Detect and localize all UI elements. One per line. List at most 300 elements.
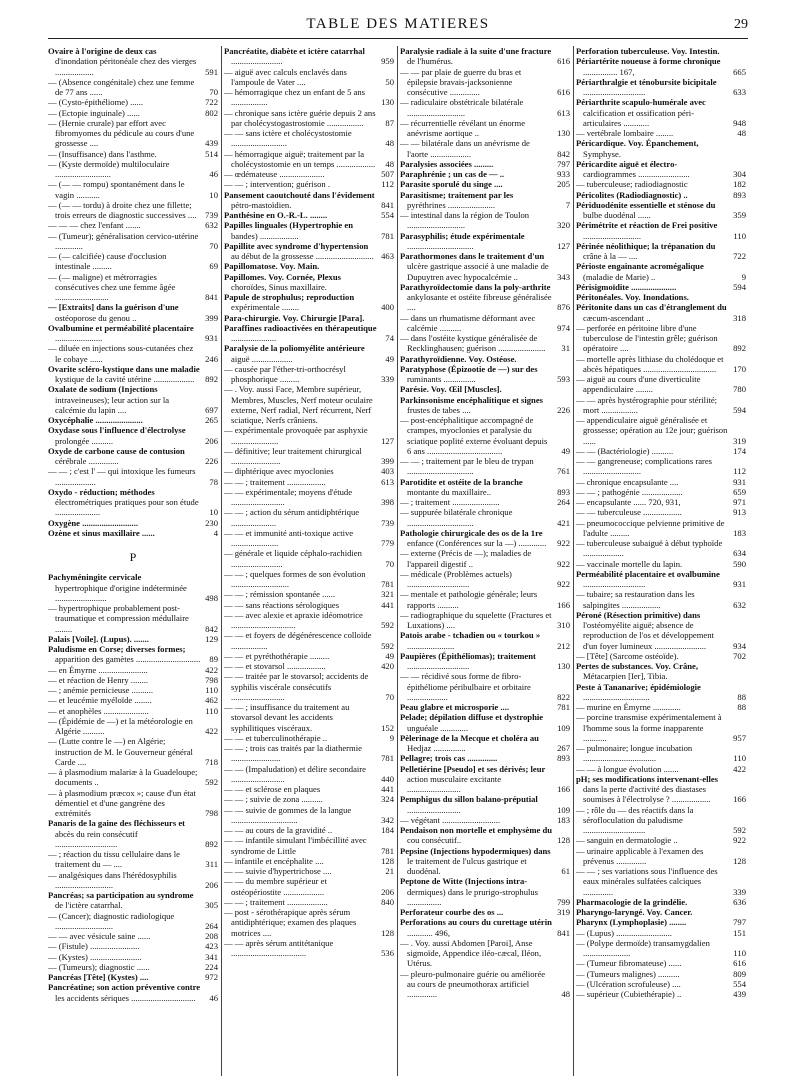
- index-column: [224, 46, 394, 1076]
- entry-text: — — (Bactériologie) ..........: [576, 445, 674, 456]
- entry-page-ref: 304: [733, 169, 746, 179]
- entry-page-ref: 70: [385, 691, 394, 702]
- index-entry: [48, 415, 218, 425]
- entry-page-ref: 110: [205, 705, 218, 716]
- index-entry: [576, 374, 746, 395]
- entry-text: — définitive; leur traitement chirurgical .......................: [224, 445, 362, 466]
- index-entry: [224, 702, 394, 733]
- entry-page-ref: 922: [733, 835, 746, 846]
- entry-text: Périoste engainante acromégalique (maladie de Marie) ..: [576, 261, 704, 282]
- index-entry: [576, 538, 746, 559]
- entry-text: — infantile et encéphalite ....: [224, 855, 324, 866]
- entry-text: — (— maligne) et métrorragies consécutives chez une femme âgée .........................: [48, 271, 176, 302]
- entry-page-ref: 892: [205, 374, 218, 384]
- entry-text: Périnée néolithique; la trépanation du crâne à la — ....: [576, 240, 716, 261]
- index-entry: [224, 876, 394, 897]
- entry-text: Oxydo - réduction; méthodes électrométriques pratiques pour son étude .....................: [48, 486, 199, 518]
- index-entry: [400, 846, 570, 877]
- entry-text: Parkinsonisme encéphalitique et signes frustes de tabes ....: [400, 394, 543, 415]
- entry-page-ref: 112: [381, 179, 394, 190]
- index-entry: [48, 706, 218, 716]
- index-entry: [48, 108, 218, 118]
- entry-text: — pleuro-pulmonaire guérie ou améliorée au cours de pneumothorax artificiel ..............: [400, 968, 546, 999]
- index-column: [576, 46, 746, 1076]
- entry-text: Pancréas [Tête] (Kystes) ....: [48, 972, 149, 982]
- entry-text: Perforation tuberculeuse. Voy. Intestin.: [576, 46, 720, 56]
- index-entry: [400, 190, 570, 211]
- index-entry: [400, 456, 570, 477]
- index-entry: [48, 685, 218, 695]
- index-entry: [224, 190, 394, 211]
- entry-text: — pneumococcique pelvienne primitive de l'adulte .........: [576, 517, 725, 538]
- index-entry: [48, 446, 218, 467]
- entry-text: — aiguë au cours d'une diverticulite appendiculaire ........: [576, 374, 701, 395]
- entry-text: — (Cancer); diagnostic radiologique ...........................: [48, 910, 175, 931]
- index-entry: [400, 528, 570, 549]
- entry-page-ref: 9: [741, 271, 746, 282]
- entry-page-ref: 206: [381, 886, 394, 897]
- entry-page-ref: 922: [557, 558, 570, 569]
- entry-page-ref: 840: [381, 896, 394, 907]
- entry-page-ref: 931: [205, 333, 218, 343]
- entry-text: Pelletiérine [Pseudo] et ses dérivés; leur action musculaire excitante .........................: [400, 763, 546, 794]
- entry-text: — urinaire applicable à l'examen des prévenus ..............: [576, 845, 704, 866]
- index-entry: [400, 395, 570, 416]
- index-entry: [576, 220, 746, 241]
- entry-page-ref: 948: [733, 117, 746, 128]
- entry-page-ref: 441: [381, 784, 394, 794]
- entry-text: — — et sclérose en plaques: [224, 784, 321, 794]
- entry-page-ref: 127: [557, 240, 570, 251]
- entry-page-ref: 781: [557, 702, 570, 712]
- entry-text: Perforations au cours du curettage utérin ............ 496,: [400, 917, 552, 938]
- index-entry: [400, 46, 570, 67]
- entry-text: — hémorragique aiguë; traitement par la cholécystostomie en un temps ..................: [224, 148, 376, 169]
- page-number: 29: [734, 17, 748, 32]
- entry-text: — — avec vésicule saine ......: [48, 931, 151, 941]
- index-entry: [224, 507, 394, 528]
- entry-text: Pancréatite, diabète et ictère catarrhal ........................: [224, 46, 365, 67]
- index-entry: [576, 241, 746, 262]
- entry-text: — — du membre supérieur et ostéopériostite ...................: [224, 876, 327, 897]
- index-entry: [400, 333, 570, 354]
- entry-page-ref: 152: [381, 722, 394, 733]
- index-entry: [400, 497, 570, 507]
- entry-text: — — (Impaludation) et délire secondaire .........................: [224, 763, 366, 784]
- entry-text: — — par plaie de guerre du bras et épilepsie bravais-jacksonienne consécutive ..............: [400, 66, 522, 97]
- entry-text: — [Extraits] dans la guérison d'une ostéoporose du genou ..: [48, 302, 179, 323]
- entry-page-ref: 422: [733, 763, 746, 774]
- entry-text: Palais [Voile]. (Lupus). .......: [48, 633, 149, 644]
- entry-page-ref: 170: [733, 363, 746, 374]
- entry-page-ref: 802: [205, 107, 218, 118]
- index-columns: [48, 46, 748, 1076]
- entry-text: Péricolites (Radiodiagnostic) ..: [576, 189, 688, 200]
- entry-text: Perforateur courbe des os ...: [400, 907, 504, 917]
- entry-text: Para-chirurgie. Voy. Chirurgie [Para].: [224, 312, 365, 323]
- entry-text: — (Lutte contre le —) en Algérie; instruction de M. le Gouverneur général Carde ....: [48, 736, 193, 767]
- entry-page-ref: 780: [733, 384, 746, 395]
- entry-text: — diphtérique avec myoclonies: [224, 466, 334, 477]
- entry-text: — — et immunité anti-toxique active ......................: [224, 527, 354, 548]
- entry-text: Paratyphose (Épizootie de —) sur des ruminants ...............: [400, 363, 538, 384]
- index-entry: [48, 941, 218, 951]
- entry-page-ref: 342: [381, 814, 394, 825]
- entry-page-ref: 399: [205, 312, 218, 323]
- index-entry: [400, 712, 570, 733]
- entry-text: — — bilatérale dans un anévrisme de l'aorte ...................: [400, 138, 530, 159]
- entry-page-ref: 593: [557, 374, 570, 384]
- entry-text: — (Cysto-épithéliome) ......: [48, 97, 143, 108]
- index-entry: [48, 384, 218, 415]
- column-divider: [397, 46, 398, 1076]
- entry-page-ref: 110: [733, 230, 746, 241]
- entry-text: Péricardique. Voy. Épanchement, Symphyse.: [576, 138, 699, 159]
- entry-page-ref: 594: [733, 281, 746, 292]
- entry-page-ref: 592: [381, 640, 394, 651]
- entry-page-ref: 127: [381, 435, 394, 446]
- entry-text: Paraphrénie ; un cas de — ..: [400, 169, 505, 179]
- index-entry: [400, 764, 570, 795]
- entry-text: — appendiculaire aiguë généralisée et grossesse; opération au 12e jour; guérison ......: [576, 415, 728, 446]
- entry-page-ref: 343: [557, 271, 570, 282]
- entry-page-ref: 421: [557, 517, 570, 528]
- entry-page-ref: 4: [213, 527, 218, 538]
- index-entry: [224, 938, 394, 959]
- entry-text: — tubaire; sa restauration dans les salpingites ..................: [576, 589, 695, 610]
- index-entry: [576, 456, 746, 477]
- entry-page-ref: 739: [381, 517, 394, 528]
- index-entry: [224, 179, 394, 189]
- entry-page-ref: 305: [205, 900, 218, 911]
- entry-page-ref: 922: [557, 579, 570, 589]
- index-entry: [576, 559, 746, 569]
- entry-text: — — expérimentale; moyens d'étude .........................: [224, 486, 353, 507]
- entry-page-ref: 423: [205, 941, 218, 952]
- entry-page-ref: 89: [209, 654, 218, 665]
- entry-text: — tuberculeuse subaiguë à début typhoïde ...................: [576, 538, 723, 559]
- entry-page-ref: 440: [381, 773, 394, 784]
- entry-text: Pelade; dépilation diffuse et dystrophie unguéale .............: [400, 712, 544, 733]
- entry-text: Pertes de substances. Voy. Crâne, Métacarpien [Ier], Tibia.: [576, 661, 698, 682]
- index-entry: [576, 764, 746, 774]
- entry-text: Périartérite noueuse à forme chronique ................ 167,: [576, 56, 721, 77]
- index-entry: [576, 128, 746, 138]
- index-entry: [224, 835, 394, 856]
- index-entry: [48, 46, 218, 77]
- index-entry: [576, 200, 746, 221]
- index-entry: [576, 415, 746, 446]
- index-entry: [576, 651, 746, 661]
- entry-text: — générale et liquide céphalo-rachidien ........................: [224, 548, 362, 569]
- index-entry: [224, 292, 394, 313]
- index-entry: [48, 149, 218, 159]
- entry-page-ref: 462: [205, 695, 218, 706]
- entry-page-ref: 183: [733, 527, 746, 538]
- index-entry: [224, 600, 394, 610]
- entry-page-ref: 959: [381, 56, 394, 67]
- entry-text: — et leucémie myéloïde ........: [48, 695, 152, 706]
- entry-text: — (Hernie crurale) par effort avec fibromyomes du pédicule au cours d'une grossesse ....: [48, 117, 195, 149]
- index-entry: [400, 67, 570, 98]
- entry-page-ref: 130: [557, 661, 570, 671]
- entry-page-ref: 876: [557, 302, 570, 313]
- index-entry: [224, 313, 394, 323]
- entry-text: — — ; traitement ..................: [224, 476, 326, 487]
- entry-text: — ; traitement ......................: [400, 497, 500, 507]
- entry-text: — — récidivé sous forme de fibro-épithéliome péribulbaire et orbitaire ...................: [400, 671, 531, 702]
- entry-text: Périsigmoïdite .....................: [576, 281, 677, 292]
- entry-page-ref: 49: [561, 445, 570, 456]
- index-entry: [576, 589, 746, 610]
- entry-text: — dans l'ostéite kystique généralisée de Recklinghausen; guérison ......................: [400, 333, 546, 354]
- index-entry: [224, 825, 394, 835]
- index-entry: [576, 77, 746, 98]
- index-entry: [224, 610, 394, 631]
- entry-page-ref: 592: [381, 620, 394, 630]
- index-entry: [576, 323, 746, 354]
- entry-page-ref: 441: [381, 599, 394, 610]
- entry-page-ref: 400: [381, 302, 394, 313]
- entry-text: — (Ectopie inguinale) ......: [48, 107, 140, 118]
- entry-text: — (Tumeur fibromateuse) ......: [576, 958, 682, 969]
- entry-text: Oxycéphalie ......................: [48, 415, 143, 425]
- entry-page-ref: 112: [733, 466, 746, 477]
- entry-text: — (Tumeurs); diagnostic ......: [48, 961, 150, 972]
- index-column: [48, 46, 218, 1076]
- index-entry: [576, 938, 746, 959]
- index-entry: [224, 241, 394, 262]
- entry-text: Péritonite dans un cas d'étranglement du cæcum-ascendant ..: [576, 302, 727, 323]
- entry-text: — œdémateuse .....................: [224, 169, 325, 179]
- index-entry: [400, 169, 570, 179]
- index-entry: [224, 425, 394, 446]
- entry-page-ref: 893: [733, 189, 746, 200]
- entry-page-ref: 128: [381, 927, 394, 938]
- index-entry: [400, 794, 570, 815]
- index-entry: [48, 890, 218, 911]
- index-entry: [224, 261, 394, 271]
- entry-page-ref: 892: [205, 838, 218, 849]
- entry-text: Oxygène ..........................: [48, 517, 138, 528]
- entry-page-ref: 893: [557, 486, 570, 497]
- entry-text: — vertébrale lombaire ........: [576, 128, 674, 138]
- entry-page-ref: 613: [381, 476, 394, 487]
- entry-text: — . Voy. aussi Face, Membre supérieur, Membres, Muscles, Nerf moteur oculaire externe, Nerf radial, Nerf récurrent, Nerf sciatique, Nerfs crâniens.: [224, 384, 373, 425]
- entry-text: — — ; quelques formes de son évolution ...........................: [224, 568, 366, 589]
- entry-text: — perforée en péritoine libre d'une tuberculose de l'intestin grêle; guérison opératoire ....: [576, 322, 718, 354]
- entry-text: Pancréatine; son action préventive contre les accidents sériques ..............................: [48, 982, 201, 1003]
- entry-page-ref: 781: [381, 230, 394, 241]
- index-entry: [400, 251, 570, 282]
- entry-page-ref: 110: [733, 948, 746, 958]
- entry-text: — causée par l'éther-tri-orthocrésyl phosphorique .........: [224, 363, 346, 384]
- entry-text: — (Polype dermoïde) transamygdalien ......................: [576, 937, 710, 958]
- entry-page-ref: 590: [733, 558, 746, 569]
- entry-page-ref: 128: [381, 855, 394, 866]
- entry-text: — externe (Précis de —); maladies de l'appareil digestif ..: [400, 548, 532, 569]
- entry-page-ref: 88: [737, 702, 746, 712]
- entry-page-ref: 722: [205, 97, 218, 108]
- entry-page-ref: 761: [557, 466, 570, 477]
- entry-page-ref: 151: [733, 927, 746, 938]
- entry-text: — — infantile simulant l'imbécillité avec syndrome de Little: [224, 835, 367, 856]
- entry-text: — post-encéphalitique accompagné de crampes, myoclonies et paralysie du sciatique poplité externe évoluant depuis 6 ans ...................................: [400, 415, 548, 456]
- index-entry: [48, 849, 218, 870]
- entry-text: Oxalate de sodium (Injections intraveineuses); leur action sur la calcémie du lapin ....: [48, 384, 170, 415]
- index-entry: [400, 671, 570, 702]
- index-entry: [48, 302, 218, 323]
- entry-text: — — ; trois cas traités par la diathermie .......................: [224, 743, 362, 764]
- entry-text: Pachyméningite cervicale hypertrophique d'origine indéterminée ........................: [48, 572, 187, 603]
- entry-text: Panaris de la gaine des fléchisseurs et abcès du rein consécutif .............................: [48, 818, 186, 849]
- entry-text: Ovarite scléro-kystique dans une maladie kystique de la cavité utérine ...................: [48, 363, 200, 384]
- entry-text: — ; anémie pernicieuse ..........: [48, 685, 154, 695]
- index-entry: [400, 651, 570, 672]
- entry-text: Pharynx (Lymphoplasie) ........: [576, 917, 687, 928]
- entry-text: — suppurée bilatérale chronique ...............................: [400, 507, 513, 528]
- index-entry: [224, 220, 394, 241]
- entry-text: — dans un rhumatisme déformant avec calcémie ..........: [400, 312, 536, 333]
- entry-text: Ozène et sinus maxillaire ......: [48, 527, 155, 538]
- index-entry: [48, 323, 218, 344]
- entry-page-ref: 70: [385, 558, 394, 569]
- entry-text: Pendaison non mortelle et emphysème du cou consécutif..: [400, 825, 553, 846]
- entry-text: Ovaire à l'origine de deux cas d'inondation péritonéale chez des vierges ..................: [48, 46, 197, 77]
- entry-text: — mortelle après lithiase du cholédoque et abcès hépatiques ..................................: [576, 353, 724, 374]
- index-entry: [400, 876, 570, 907]
- entry-text: Paupières (Épithéliomas); traitement .............................: [400, 650, 536, 671]
- entry-text: — radiculaire obstétricale bilatérale ...........................: [400, 97, 524, 118]
- entry-text: Pemphigus du sillon balano-préputial .........................: [400, 794, 538, 815]
- entry-text: — chronique sans ictère guérie depuis 2 ans par cholécystogastrostomie .................: [224, 107, 376, 128]
- entry-page-ref: 659: [733, 486, 746, 497]
- entry-page-ref: 74: [385, 333, 394, 343]
- entry-text: — tuberculeuse; radiodiagnostic: [576, 179, 688, 190]
- entry-text: — ; rôle du — des réactifs dans la sérofloculation du paludisme .............................: [576, 804, 694, 835]
- entry-page-ref: 130: [557, 128, 570, 138]
- index-entry: [576, 56, 746, 77]
- index-entry: [224, 784, 394, 794]
- entry-page-ref: 781: [381, 845, 394, 856]
- index-entry: [224, 87, 394, 108]
- entry-page-ref: 206: [205, 435, 218, 446]
- entry-text: — analgésiques dans l'hérédosyphilis ...........................: [48, 869, 177, 890]
- entry-text: Pepsine (Injections hypodermiques) dans le traitement de l'ulcus gastrique et duodénal.: [400, 845, 551, 876]
- index-entry: [576, 610, 746, 651]
- entry-text: — — suivie de gommes de la langue ...............................: [224, 804, 352, 825]
- index-entry: [224, 856, 394, 866]
- index-entry: [48, 343, 218, 364]
- entry-page-ref: 110: [733, 753, 746, 764]
- index-entry: [48, 972, 218, 982]
- entry-text: — — ; c'est l' — qui intoxique les fumeurs ...................: [48, 466, 196, 487]
- index-entry: [400, 815, 570, 825]
- index-entry: [224, 487, 394, 508]
- entry-page-ref: 10: [209, 189, 218, 200]
- entry-page-ref: 841: [205, 292, 218, 302]
- entry-page-ref: 616: [557, 87, 570, 97]
- entry-text: — encapsulante ...... 720, 931,: [576, 497, 681, 507]
- entry-text: Parathyroïdienne. Voy. Ostéose.: [400, 353, 517, 364]
- entry-text: — radiographique du squelette (Fractures et Luxations) ....: [400, 609, 552, 630]
- index-entry: [576, 917, 746, 927]
- index-entry: [224, 589, 394, 599]
- entry-text: — — — chez l'enfant .......: [48, 220, 141, 231]
- entry-page-ref: 554: [381, 210, 394, 220]
- index-entry: [400, 313, 570, 334]
- index-entry: [48, 788, 218, 819]
- entry-page-ref: 594: [733, 404, 746, 415]
- index-entry: [224, 169, 394, 179]
- index-entry: [576, 487, 746, 497]
- entry-text: Parésie. Voy. Œil [Muscles].: [400, 384, 502, 395]
- entry-text: Panthésine en O.-R.-L. ........: [224, 210, 328, 220]
- entry-page-ref: 842: [557, 148, 570, 159]
- index-entry: [48, 251, 218, 272]
- entry-text: Papule de strophulus; reproduction expérimentale ........: [224, 292, 355, 313]
- index-entry: [48, 665, 218, 675]
- entry-text: — [Tête] (Sarcome ostéoïde).: [576, 650, 679, 661]
- index-entry: [48, 911, 218, 932]
- entry-text: Oxydase sous l'influence d'électrolyse prolongée ..........: [48, 425, 186, 446]
- entry-page-ref: 632: [205, 220, 218, 231]
- index-entry: [224, 108, 394, 129]
- index-entry: [576, 477, 746, 487]
- index-entry: [576, 907, 746, 917]
- entry-page-ref: 10: [209, 507, 218, 518]
- index-entry: [400, 415, 570, 456]
- index-entry: [400, 917, 570, 938]
- entry-page-ref: 636: [733, 896, 746, 907]
- entry-page-ref: 50: [385, 76, 394, 87]
- entry-text: — — ; action du sérum antidiphtérique .....................: [224, 507, 360, 528]
- index-entry: [48, 364, 218, 385]
- entry-text: — médicale (Problèmes actuels) .............................: [400, 568, 512, 589]
- entry-page-ref: 265: [205, 415, 218, 425]
- index-entry: [224, 272, 394, 293]
- entry-page-ref: 48: [385, 138, 394, 149]
- index-entry: [224, 733, 394, 743]
- entry-page-ref: 129: [205, 633, 218, 644]
- index-entry: [224, 384, 394, 425]
- entry-page-ref: 109: [557, 722, 570, 733]
- index-entry: [576, 661, 746, 682]
- index-entry: [576, 159, 746, 180]
- entry-page-ref: 319: [557, 907, 570, 917]
- entry-text: — et réaction de Henry ........: [48, 674, 148, 685]
- entry-text: — — ; pathogénie ...................: [576, 486, 683, 497]
- entry-page-ref: 109: [557, 804, 570, 815]
- entry-text: — . Voy. aussi Abdomen [Paroi], Anse sigmoïde, Appendice iléo-cæcal, Iléon, Utérus.: [400, 937, 542, 969]
- entry-text: Parathyroïdectomie dans la poly-arthrite ankylosante et ostéite fibreuse généralisée ....: [400, 281, 552, 313]
- entry-page-ref: 922: [557, 538, 570, 548]
- entry-page-ref: 933: [557, 169, 570, 179]
- index-entry: [48, 634, 218, 644]
- index-entry: [576, 743, 746, 764]
- index-entry: [48, 818, 218, 849]
- entry-page-ref: 702: [733, 650, 746, 661]
- entry-text: Paraffines radioactivées en thérapeutique .....................: [224, 322, 377, 343]
- entry-text: — chronique encapsulante ....: [576, 476, 679, 487]
- index-entry: [48, 603, 218, 634]
- column-divider: [573, 46, 574, 1076]
- index-entry: [400, 477, 570, 498]
- entry-text: Pharyngo-laryngé. Voy. Cancer.: [576, 907, 693, 917]
- entry-page-ref: 422: [205, 726, 218, 736]
- entry-page-ref: 166: [733, 794, 746, 805]
- entry-page-ref: 48: [737, 128, 746, 138]
